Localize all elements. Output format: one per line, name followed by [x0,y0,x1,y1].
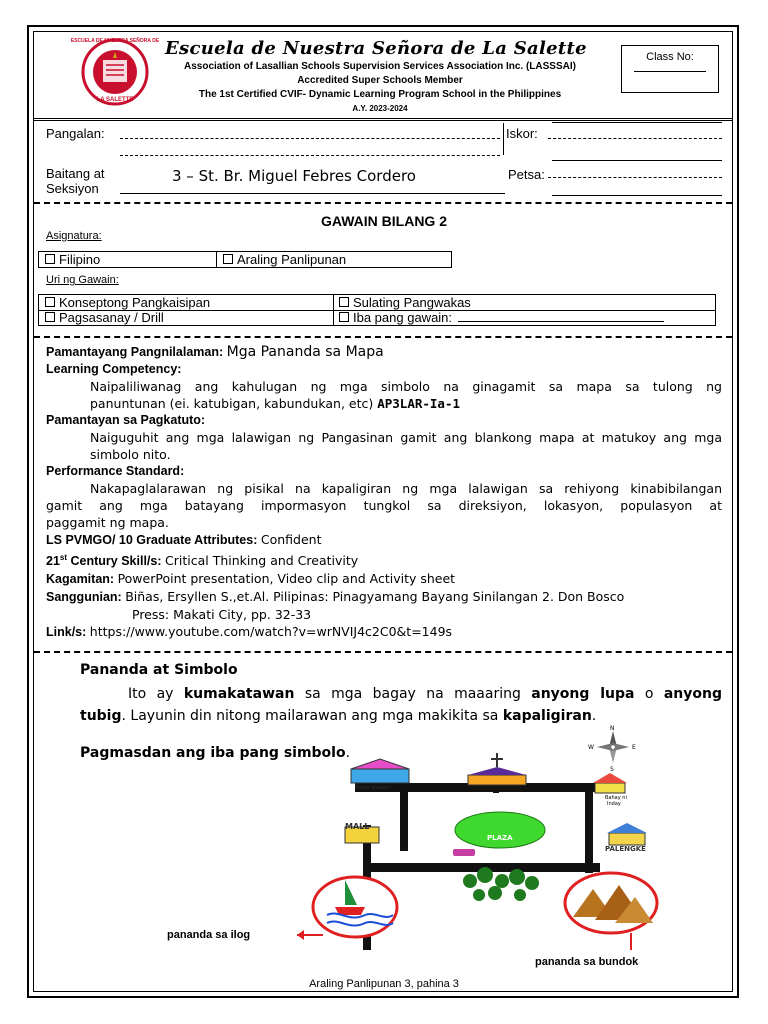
police-label: Police Station [355,785,389,791]
bahay-label: Bahay ni [605,795,627,801]
checkbox-icon[interactable] [45,312,55,322]
church-icon [468,753,526,785]
type-iba-pa[interactable]: Iba pang gawain: [333,310,713,325]
ps-label: Performance Standard: [46,464,185,478]
pp-text-2: simbolo nito. [90,447,171,462]
header-separator [34,118,732,121]
kagamitan-value: PowerPoint presentation, Video clip and Activity sheet [117,571,456,587]
subject-araling-panlipunan[interactable]: Araling Panlipunan [217,252,451,267]
section-line [120,193,505,194]
class-no-line[interactable] [634,71,706,72]
iskor-line-top [552,122,722,123]
baitang-label: Baitang at [46,166,105,181]
skill-ordinal: 21 [46,554,60,569]
school-seal-logo [70,38,160,106]
class-no-label: Class No: [646,51,694,63]
compass-e: E [632,744,636,751]
iskor-line-bottom [552,160,722,161]
trees-icon [463,867,539,901]
car-icon [453,849,475,856]
plaza-label: PLAZA [487,834,513,842]
academic-year: A.Y. 2023-2024 [352,104,408,113]
header-line-3: The 1st Certified CVIF- Dynamic Learning Program School in the Philippines [198,89,562,100]
skill-ordinal-suffix: st [59,553,68,562]
lc-text-1: Naipaliliwanag ang kahulugan ng mga simbolo na ginagamit sa mapa sa tulong ng [90,379,722,394]
checkbox-icon[interactable] [223,254,233,264]
seal-top-text: ESCUELA DE NUESTRA SEÑORA DE [70,38,160,44]
link-value[interactable]: https://www.youtube.com/watch?v=wrNVIJ4c2C0&t=149s [89,624,453,640]
anyong-lupa-word: anyong lupa [531,686,635,702]
petsa-label: Petsa: [508,167,545,182]
sanggunian-value-2: Press: Makati City, pp. 32-33 [132,607,312,623]
seksiyon-label: Seksiyon [46,181,99,196]
lesson-heading: Pananda at Simbolo [80,662,238,678]
type-pagsasanay[interactable]: Pagsasanay / Drill [39,310,333,325]
checkbox-icon[interactable] [45,297,55,307]
pamantayang-value: Mga Pananda sa Mapa [226,344,384,360]
lesson-separator [34,651,732,653]
tubig-word: tubig [80,708,122,724]
school-name: Escuela de Nuestra Señora de La Salette [165,38,587,59]
kumakatawan-word: kumakatawan [183,686,295,702]
header-line-1: Association of Lasallian Schools Supervision Services Association Inc. (LASSSAI) [184,61,576,72]
plaza-icon [455,812,545,848]
section-value: 3 – St. Br. Miguel Febres Cordero [172,167,416,185]
pangalan-field[interactable] [120,138,500,139]
ps-text-1: Nakapaglalarawan ng pisikal na kapaligiran ng mga lalawigan sa rehiyong kinabibilangan [90,481,722,496]
subject-table [38,251,452,268]
content-separator [34,336,732,338]
sanggunian-value-1: Biñas, Ersyllen S.,et.Al. Pilipinas: Pinagyamang Bayang Sinilangan 2. Don Bosco [125,589,625,605]
page-footer: Araling Panlipunan 3, pahina 3 [309,978,459,990]
petsa-field[interactable] [548,177,722,178]
pangalan-label: Pangalan: [46,126,105,141]
pp-text-1: Naiguguhit ang mga lalawigan ng Pangasinan gamit ang blankong mapa at matukoy ang mga [90,430,722,445]
kapaligiran-word: kapaligiran [502,708,592,724]
iskor-label: Iskor: [506,126,538,141]
lesson-paragraph: Ito ay kumakatawan sa mga bagay na maaaring anyong lupa o anyong tubig. Layunin din nitong mailarawan ang mga makikita sa kapaligiran. [80,686,723,724]
house-icon [593,773,627,793]
activity-type-table [38,294,716,326]
pangalan-underline [120,155,500,156]
lc-label: Learning Competency: [46,362,182,376]
checkbox-icon[interactable] [339,297,349,307]
class-no-box[interactable] [621,45,719,93]
compass-n: N [610,725,615,732]
lc-code: AP3LAR-Ia-1 [377,396,461,411]
bahay-label-2: Inday [607,801,621,807]
map-illustration [295,725,715,950]
type-sulating[interactable]: Sulating Pangwakas [333,295,713,310]
police-station-icon [351,759,409,783]
ps-text-2: gamit ang mga batayang impormasyon tungkol sa direksiyon, lokasyon, populasyon at [46,498,722,513]
mall-label: MALL [345,822,370,831]
type-konsepto[interactable]: Konseptong Pangkaisipan [39,295,333,310]
compass-w: W [588,744,594,751]
iskor-field[interactable] [548,138,722,139]
compass-rose-icon [597,731,629,763]
lc-text-2: panuntunan (ei. katubigan, kabundukan, etc) [90,396,374,411]
ilog-label: pananda sa ilog [167,929,251,941]
uri-label: Uri ng Gawain: [46,274,119,286]
petsa-line [552,195,722,196]
lesson-info [46,344,722,641]
skill-label: Century Skill/s: [70,554,162,569]
checkbox-icon[interactable] [339,312,349,322]
anyong-word: anyong [663,686,723,702]
pp-label: Pamantayan sa Pagkatuto: [46,413,206,427]
skill-value: Critical Thinking and Creativity [165,553,359,569]
seal-bottom-text: LA SALETTE [96,97,134,103]
subject-filipino[interactable]: Filipino [39,252,217,267]
ls-label: LS PVMGO/ 10 Graduate Attributes: [46,533,258,547]
iba-pa-field[interactable] [458,321,664,322]
ps-text-3: paggamit ng mapa. [46,515,169,530]
activity-title: GAWAIN BILANG 2 [320,213,447,229]
palengke-label: PALENGKE [605,845,646,853]
form-separator [34,202,732,204]
pamantayang-label: Pamantayang Pangnilalaman: [46,345,224,359]
ls-value: Confident [260,532,322,547]
asignatura-label: Asignatura: [46,230,102,242]
compass-s: S [610,766,614,773]
form-divider [503,123,504,155]
market-icon [607,823,647,845]
observe-text: Pagmasdan ang iba pang simbolo [80,745,346,761]
checkbox-icon[interactable] [45,254,55,264]
header-line-2: Accredited Super Schools Member [297,75,463,86]
link-label: Link/s: [46,625,87,640]
bundok-label: pananda sa bundok [535,956,639,968]
kagamitan-label: Kagamitan: [46,572,115,587]
sanggunian-label: Sanggunian: [46,590,122,605]
